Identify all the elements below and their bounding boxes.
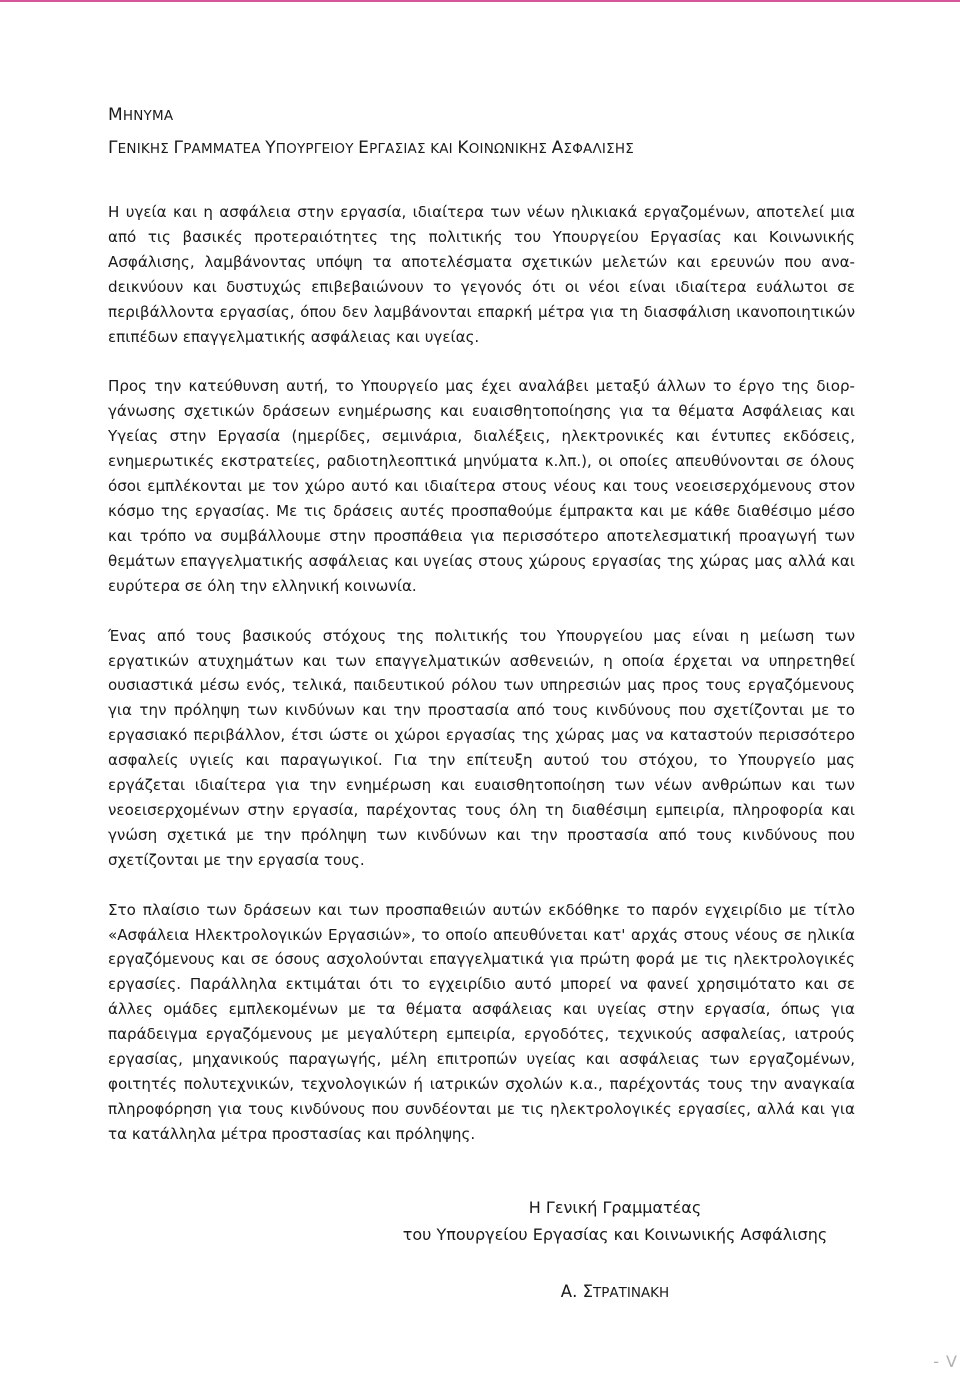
document-header bbox=[108, 99, 868, 165]
paragraph-4: Στο πλαίσιο των δράσεων και των προσπαθειών αυτών εκδόθηκε το παρόν εγχειρίδιο με τίτλο «Ασφάλεια Ηλεκτρολογικών Εργασιών», το οποίο απευθύνεται κατ' αρχάς στους νέους σε ηλικία εργαζόμενους και σε όσους ασχολούνται επαγγελματικά για πρώτη φορά με τις ηλεκτρολογικές εργασίες. Παράλληλα εκτιμάται ότι το εγχειρίδιο αυτό μπορεί να φανεί χρησιμότατο και σε άλλες ομάδες εμπλεκομένων με τα θέματα ασφάλειας και υγείας στην εργασία, όπως για παράδειγμα εργαζόμενους με μεγαλύτερη εμπειρία, εργοδότες, τεχνικούς ασφαλείας, ιατρούς εργασίας, μηχανικούς παραγωγής, μέλη επιτροπών υγείας και ασφάλειας των εργαζομένων, φοιτητές πολυτεχνικών, τεχνολογικών ή ιατρικών σχολών κ.α., παρέχοντάς τους την αναγκαία πληροφόρηση για τους κινδύνους που συνδέονται με τις ηλεκτρολογικές εργασίες, αλλά και για τα κατάλληλα μέτρα προστασίας και πρόληψης. bbox=[108, 900, 855, 1143]
paragraph-1: Η υγεία και η ασφάλεια στην εργασία, ιδιαίτερα των νέων ηλικιακά εργαζομένων, αποτελεί μια από τις βασικές προτεραιότητες της πολιτικής του Υπουργείου Εργασίας και Κοινωνικής Ασφάλισης, λαμβάνοντας υπόψη τα αποτελέσματα σχετικών μελετών και ερευνών που αναdεικνύουν και δυστυχώς επιβεβαιώνουν το γεγονός ότι οι νέοι είναι ιδιαίτερα ευάλωτοι σε περιβάλλοντα εργασίας, όπου δεν λαμβάνονται επαρκή μέτρα για τη διασφάλιση ικανοποιητικών επιπέδων επαγγελματικής ασφάλειας και υγείας. bbox=[108, 203, 855, 346]
signature-organization: του Υπουργείου Εργασίας και Κοινωνικής Ασφάλισης bbox=[402, 1225, 828, 1244]
signature-block bbox=[380, 1194, 850, 1307]
document-subtitle: ΓΕΝΙΚΗΣ ΓΡΑΜΜΑΤΕΑ ΥΠΟΥΡΓΕΙΟΥ ΕΡΓΑΣΙΑΣ ΚΑΙ ΚΟΙΝΩΝΙΚΗΣ ΑΣΦΑΛΙΣΗΣ bbox=[108, 138, 634, 158]
page-number: - V bbox=[933, 1352, 958, 1371]
top-accent-rule bbox=[0, 0, 960, 2]
message-body bbox=[108, 200, 855, 1172]
signature-name: Α. ΣΤΡΑΤΙΝΑΚΗ bbox=[560, 1282, 670, 1301]
signature-title: Η Γενική Γραμματέας bbox=[528, 1198, 702, 1217]
document-title: ΜΗΝΥΜΑ bbox=[108, 105, 174, 125]
paragraph-2: Προς την κατεύθυνση αυτή, το Υπουργείο μας έχει αναλάβει μεταξύ άλλων το έργο της διοργάνωσης σχετικών δράσεων ενημέρωσης και ευαισθητοποίησης για τα θέματα Ασφάλειας και Υγείας στην Εργασία (ημερίδες, σεμινάρια, διαλέξεις, ηλεκτρονικές και έντυπες εκδόσεις, ενημερωτικές εκστρατείες, ραδιοτηλεοπτικά μηνύματα κ.λπ.), οι οποίες απευθύνονται σε όλους όσοι εμπλέκονται με τον χώρο αυτό και ιδιαίτερα στους νέους και τους νεοεισερχόμενους στον κόσμο της εργασίας. Με τις δράσεις αυτές προσπαθούμε έμπρακτα και με κάθε διαθέσιμο μέσο και τρόπο να συμβάλλουμε στην προσπάθεια για περισσότερο αποτελεσματική προαγωγή των θεμάτων επαγγελματικής ασφάλειας και υγείας στους χώρους εργασίας της χώρας μας αλλά και ευρύτερα σε όλη την ελληνική κοινωνία. bbox=[108, 377, 855, 595]
paragraph-3: Ένας από τους βασικούς στόχους της πολιτικής του Υπουργείου μας είναι η μείωση των εργατικών ατυχημάτων και των επαγγελματικών ασθενειών, η οποία έρχεται να υπηρετηθεί ουσιαστικά μέσω ενός, τελικά, παιδευτικού ρόλου των υπηρεσιών μας προς τους εργαζόμενους για την πρόληψη των κινδύνων και την προστασία από τους κινδύνους που σχετίζονται με το εργασιακό περιβάλλον, έτσι ώστε οι χώροι εργασίας της χώρας μας να καταστούν περισσότερο ασφαλείς υγιείς και παραγωγικοί. Για την επίτευξη αυτού του στόχου, το Υπουργείο μας εργάζεται ιδιαίτερα για την ενημέρωση και ευαισθητοποίηση των νέων ανθρώπων και των νεοεισερχομένων στην εργασία, παρέχοντας τους όλη τη διαθέσιμη εμπειρία, πληροφορία και γνώση σχετικά με την πρόληψη των κινδύνων και την προστασία από τους κινδύνους που σχετίζονται με την εργασία τους. bbox=[108, 626, 855, 869]
